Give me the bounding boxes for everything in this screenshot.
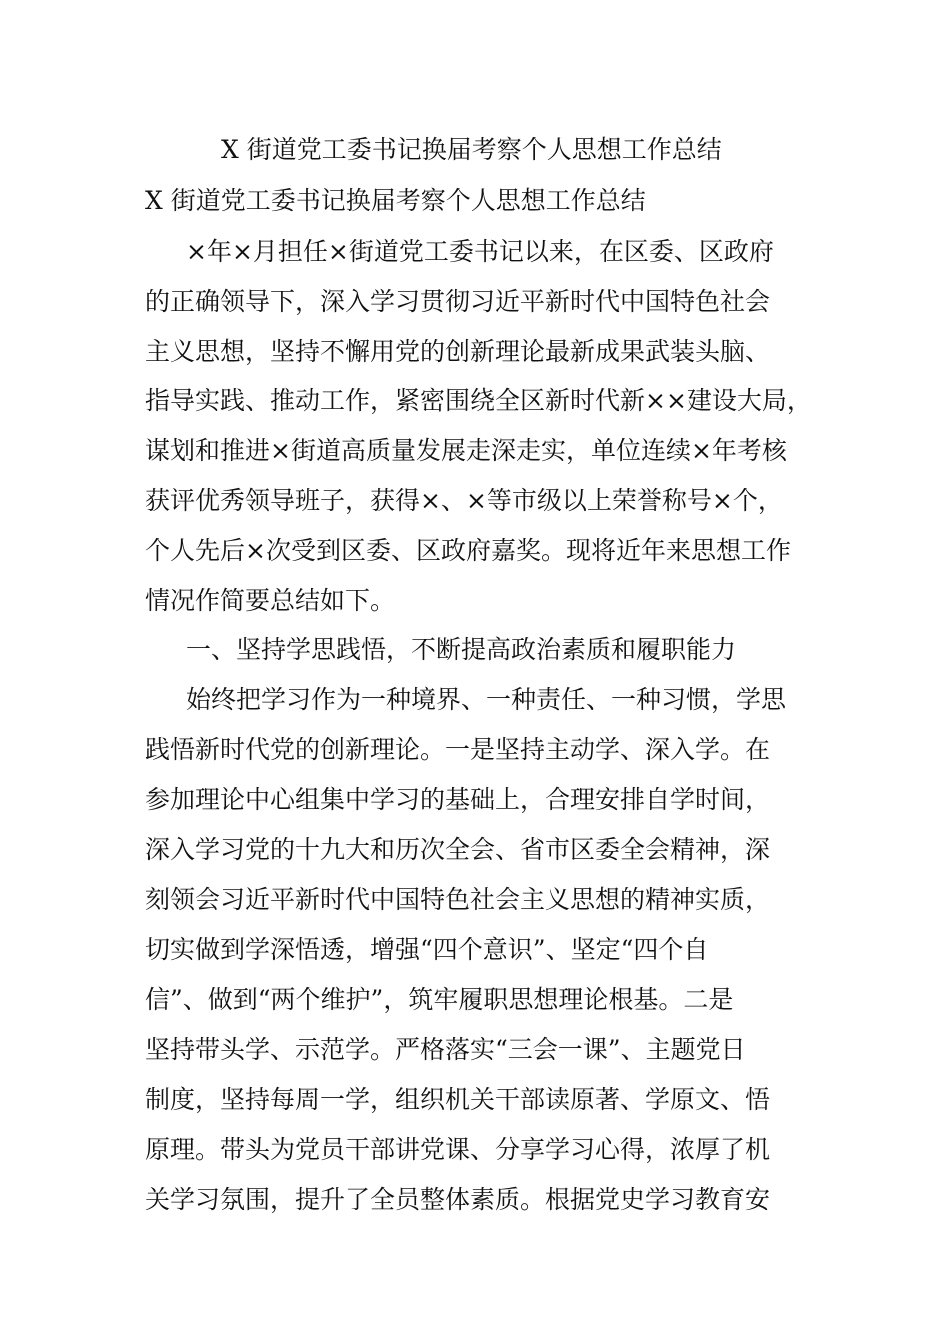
paragraph-line: 刻领会习近平新时代中国特色社会主义思想的精神实质， [145, 885, 771, 914]
paragraph-line: 践悟新时代党的创新理论。一是坚持主动学、深入学。在 [145, 735, 771, 764]
paragraph-line: ×年×月担任×街道党工委书记以来，在区委、区政府 [186, 237, 774, 266]
paragraph-line: 切实做到学深悟透，增强“四个意识”、坚定“四个自 [145, 935, 709, 964]
paragraph-line: 始终把学习作为一种境界、一种责任、一种习惯，学思 [186, 685, 787, 714]
paragraph-line: 主义思想，坚持不懈用党的创新理论最新成果武装头脑、 [145, 337, 771, 366]
paragraph-line: 深入学习党的十九大和历次全会、省市区委全会精神，深 [145, 835, 771, 864]
paragraph-line: 个人先后×次受到区委、区政府嘉奖。现将近年来思想工作 [145, 536, 791, 565]
paragraph-line: 指导实践、推动工作，紧密围绕全区新时代新××建设大局， [145, 386, 812, 415]
paragraph-line: 情况作简要总结如下。 [145, 586, 396, 615]
document-subtitle: X 街道党工委书记换届考察个人思想工作总结 [145, 186, 646, 215]
paragraph-line: 坚持带头学、示范学。严格落实“三会一课”、主题党日 [145, 1035, 746, 1064]
paragraph-line: 信”、做到“两个维护”，筑牢履职思想理论根基。二是 [145, 985, 734, 1014]
document-title: X 街道党工委书记换届考察个人思想工作总结 [221, 135, 722, 164]
paragraph-line: 原理。带头为党员干部讲党课、分享学习心得，浓厚了机 [145, 1135, 771, 1164]
paragraph-line: 参加理论中心组集中学习的基础上，合理安排自学时间， [145, 785, 771, 814]
section-heading: 一、坚持学思践悟，不断提高政治素质和履职能力 [186, 635, 737, 664]
paragraph-line: 制度，坚持每周一学，组织机关干部读原著、学原文、悟 [145, 1085, 771, 1114]
paragraph-line: 谋划和推进×街道高质量发展走深走实，单位连续×年考核 [145, 436, 787, 465]
paragraph-line: 获评优秀领导班子，获得×、×等市级以上荣誉称号×个， [145, 486, 783, 515]
paragraph-line: 关学习氛围，提升了全员整体素质。根据党史学习教育安 [145, 1185, 771, 1214]
paragraph-line: 的正确领导下，深入学习贯彻习近平新时代中国特色社会 [145, 287, 771, 316]
